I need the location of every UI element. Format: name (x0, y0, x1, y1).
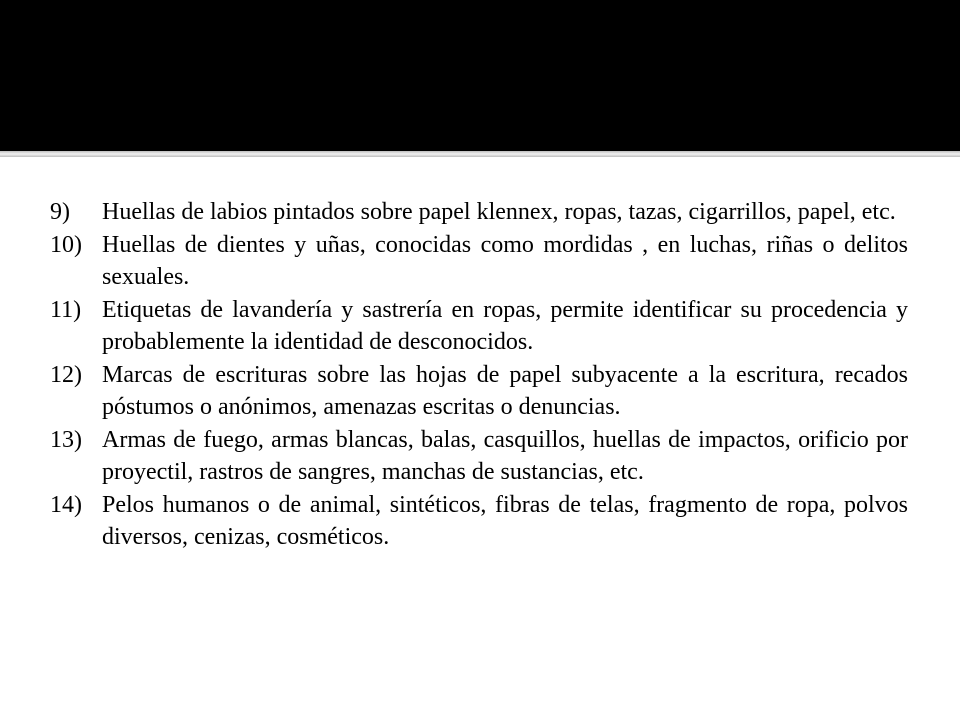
list-item (50, 294, 908, 359)
item-number: 14) (50, 491, 82, 518)
slide-header-band (0, 0, 960, 151)
list-item (50, 489, 908, 554)
header-divider (0, 151, 960, 157)
evidence-list (50, 196, 908, 554)
item-text: Pelos humanos o de animal, sintéticos, fibras de telas, fragmento de ropa, polvos diversos, cenizas, cosméticos. (102, 491, 908, 550)
item-text: Marcas de escrituras sobre las hojas de papel subyacente a la escritura, recados póstumos o anónimos, amenazas escritas o denuncias. (102, 361, 908, 420)
list-item (50, 424, 908, 489)
item-text: Etiquetas de lavandería y sastrería en ropas, permite identificar su procedencia y probablemente la identidad de desconocidos. (102, 296, 908, 355)
list-item (50, 196, 908, 229)
item-number: 13) (50, 426, 82, 453)
item-number: 10) (50, 231, 82, 258)
item-number: 11) (50, 296, 82, 323)
item-text: Huellas de labios pintados sobre papel klennex, ropas, tazas, cigarrillos, papel, etc. (102, 199, 896, 225)
item-text: Huellas de dientes y uñas, conocidas como mordidas , en luchas, riñas o delitos sexuales. (102, 231, 908, 290)
list-item (50, 229, 908, 294)
item-number: 12) (50, 361, 82, 388)
item-number: 9) (50, 199, 70, 225)
item-text: Armas de fuego, armas blancas, balas, casquillos, huellas de impactos, orificio por proyectil, rastros de sangres, manchas de sustancias, etc. (102, 426, 908, 485)
list-item (50, 359, 908, 424)
